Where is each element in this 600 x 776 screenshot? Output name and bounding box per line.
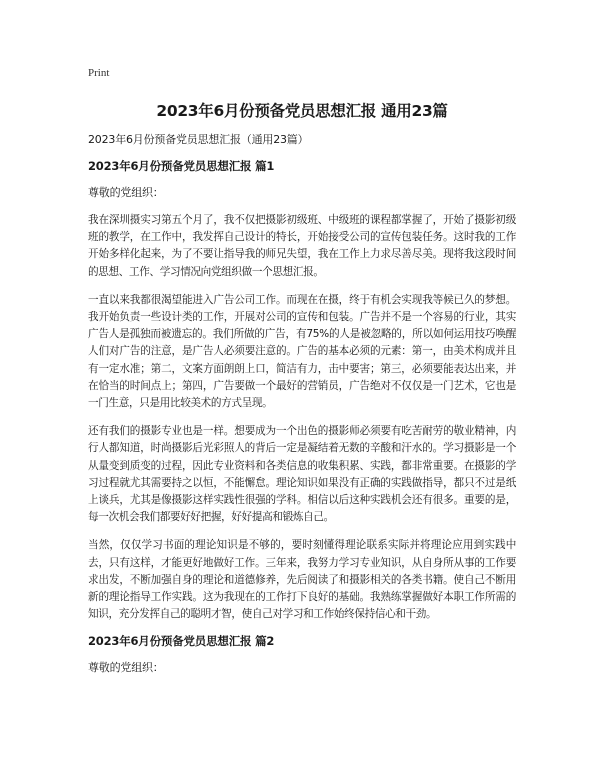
section-1-paragraph-4: 当然，仅仅学习书面的理论知识是不够的，要时刻懂得理论联系实际并将理论应用到实践中去，只有这样，才能更好地做好工作。三年来，我努力学习专业知识，从自身所从事的工作要求出发，不断加强自身的理论和道德修养，先后阅读了和摄影相关的各类书籍。使自己不断用新的理论指导工作实践。这为我现在的工作打下良好的基础。我熟练掌握做好本职工作所需的知识，充分发挥自己的聪明才智，使自己对学习和工作始终保持信心和干劲。 (88, 539, 516, 621)
section-1-paragraph-2: 一直以来我都很渴望能进入广告公司工作。而现在在摄，终于有机会实现我等候已久的梦想。我开始负责一些设计类的工作，开展对公司的宣传和包装。广告并不是一个容易的行业，其实广告人是孤独而被遗忘的。我们所做的广告，有75%的人是被忽略的，所以如何运用技巧唤醒人们对广告的注意，是广告人必须要注意的。广告的基本必须的元素：第一，由美术构成并且有一定水准；第二，文案方面朗朗上口，简洁有力，击中要害；第三，必须要能表达出来，并在恰当的时间点上；第四，广告要做一个最好的营销员，广告绝对不仅仅是一门艺术，它也是一门生意，只是用比较美术的方式呈现。 (88, 293, 516, 410)
section-2 (88, 633, 516, 676)
document-page (88, 60, 516, 676)
section-1-salutation: 尊敬的党组织： (88, 186, 164, 199)
document-subtitle: 2023年6月份预备党员思想汇报（通用23篇） (88, 133, 309, 146)
section-2-salutation: 尊敬的党组织： (88, 661, 164, 675)
section-1-paragraph-1: 我在深圳摄实习第五个月了，我不仅把摄影初级班、中级班的课程都掌握了，开始了摄影初级班的教学，在工作中，我发挥自己设计的特长，开始接受公司的宣传包装任务。这时我的工作开始多样化起来，为了不要让指导我的师兄失望，我在工作上力求尽善尽美。现将我这段时间的思想、工作、学习情况向党组织做一个思想汇报。 (88, 214, 516, 278)
section-1 (88, 158, 516, 623)
page-title: 2023年6月份预备党员思想汇报 通用23篇 (156, 102, 448, 120)
section-2-heading: 2023年6月份预备党员思想汇报 篇2 (88, 634, 275, 649)
section-1-heading: 2023年6月份预备党员思想汇报 篇1 (88, 159, 275, 173)
print-label[interactable]: Print (88, 67, 110, 79)
section-1-paragraph-3: 还有我们的摄影专业也是一样。想要成为一个出色的摄影师必须要有吃苦耐劳的敬业精神，内行人都知道，时尚摄影后光彩照人的背后一定是凝结着无数的辛酸和汗水的。学习摄影是一个从量变到质变的过程，因此专业资料和各类信息的收集积累、实践，都非常重要。在摄影的学习过程就尤其需要持之以恒，不能懈怠。理论知识如果没有正确的实践做指导，都只不过是纸上谈兵，尤其是像摄影这样实践性很强的学科。相信以后这种实践机会还有很多。重要的是，每一次机会我们都要好好把握，好好提高和锻炼自己。 (88, 425, 516, 524)
